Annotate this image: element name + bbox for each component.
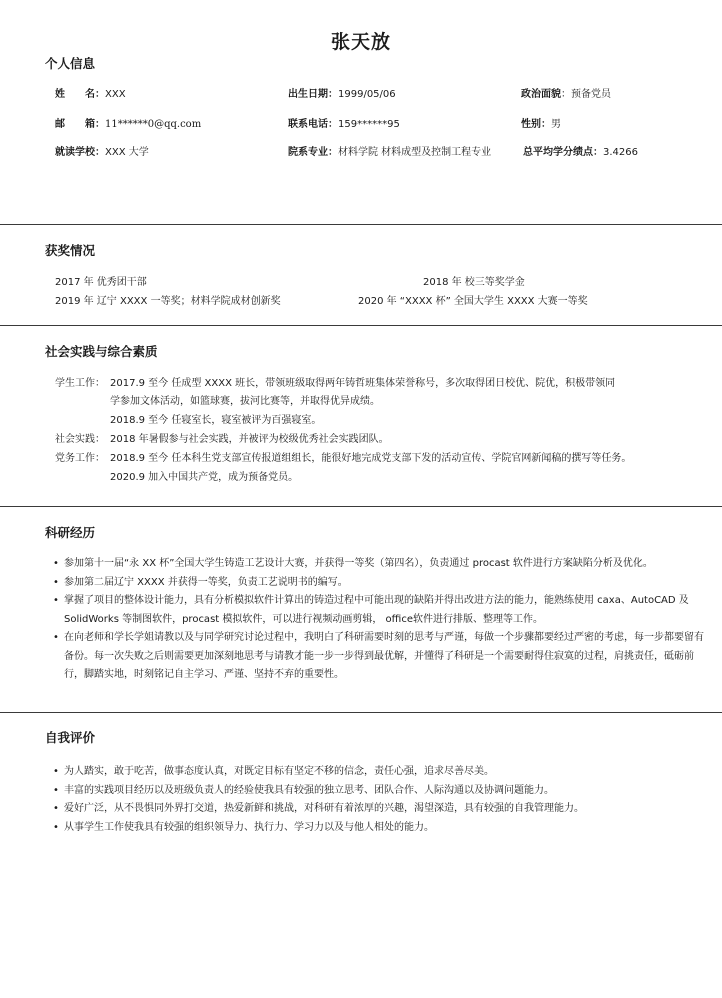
research-text: 参加第二届辽宁 XXXX 并获得一等奖，负责工艺说明书的编写。 <box>64 576 348 588</box>
practice-social-row <box>55 430 389 445</box>
bullet-icon: • <box>53 632 59 643</box>
party-work-label: 党务工作： <box>55 453 105 464</box>
research-text: 参加第十一届“永 XX 杯”全国大学生铸造工艺设计大赛，并获得一等奖（第四名），负责通过 procast 软件进行方案缺陷分析及优化。 <box>64 558 653 569</box>
birth-value: 1999/05/06 <box>338 89 396 100</box>
self-text: 丰富的实践项目经历以及班级负责人的经验使我具有较强的独立思考、团队合作、人际沟通以及协调问题能力。 <box>64 784 554 796</box>
self-text: 为人踏实，敢于吃苦，做事态度认真，对既定目标有坚定不移的信念，责任心强，追求尽善尽美。 <box>64 766 494 777</box>
award-item: 2020 年 “XXXX 杯” 全国大学生 XXXX 大赛一等奖 <box>358 296 588 307</box>
name-label: 姓 名： <box>55 89 105 100</box>
info-email <box>55 115 201 130</box>
gender-label: 性别： <box>521 119 551 130</box>
section-title-self: 自我评价 <box>45 730 96 745</box>
section-title-awards: 获奖情况 <box>45 243 96 258</box>
award-item: 2019 年 辽宁 XXXX 一等奖；材料学院成材创新奖 <box>55 296 281 307</box>
student-work-label: 学生工作： <box>55 378 105 389</box>
bullet-icon: • <box>53 576 59 588</box>
gpa-value: 3.4266 <box>603 147 638 158</box>
award-item: 2017 年 优秀团干部 <box>55 277 147 288</box>
section-title-practice: 社会实践与综合素质 <box>45 344 158 359</box>
research-text: 在向老师和学长学姐请教以及与同学研究讨论过程中，我明白了科研需要时刻的思考与严谨，每做一个步骤都要经过严密的考虑，每一步都要留有备份。每一次失败之后则需要更加深刻地思考与请教才能一步一步得到最优解，并懂得了科研是一个需要耐得住寂寞的过程，肩挑责任，砥砺前行，脚踏实地，时刻铭记自主学习、严谨、坚持不弃的重要性。 <box>64 632 704 680</box>
political-label: 政治面貌 <box>521 89 561 100</box>
research-list <box>53 555 713 685</box>
section-title-personal: 个人信息 <box>45 56 96 71</box>
bullet-icon: • <box>53 766 59 777</box>
list-item <box>53 800 713 819</box>
school-value: XXX 大学 <box>105 147 149 158</box>
info-gpa <box>523 143 638 158</box>
practice-text: 2018.9 至今 任本科生党支部宣传报道组组长，能很好地完成党支部下发的活动宣传、学院官网新闻稿的撰写等任务。 <box>110 453 632 464</box>
list-item <box>53 629 713 685</box>
page-title: 张天放 <box>330 31 391 53</box>
research-text: 掌握了项目的整体设计能力，具有分析模拟软件计算出的铸造过程中可能出现的缺陷并得出改进方法的能力，能熟练使用 caxa、AutoCAD 及 SolidWorks 等制图软件，procast 模拟软件，可以进行视频动画剪辑， office软件进行排版、整理等工作。 <box>64 595 689 625</box>
list-item <box>53 819 713 838</box>
info-political <box>521 85 611 100</box>
bullet-icon: • <box>53 595 59 606</box>
bullet-icon: • <box>53 803 59 814</box>
practice-text: 2018 年暑假参与社会实践，并被评为校级优秀社会实践团队。 <box>110 434 389 445</box>
divider <box>0 224 722 225</box>
info-major <box>288 143 491 158</box>
list-item <box>53 782 713 801</box>
bullet-icon: • <box>53 784 59 796</box>
major-label: 院系专业： <box>288 147 338 158</box>
practice-text: 2020.9 加入中国共产党，成为预备党员。 <box>110 472 299 483</box>
bullet-icon: • <box>53 821 59 833</box>
divider <box>0 712 722 713</box>
email-value: 11******0@qq.com <box>105 119 202 130</box>
bullet-icon: • <box>53 558 59 569</box>
self-evaluation-list <box>53 763 713 837</box>
list-item <box>53 574 713 593</box>
gpa-label: 总平均学分绩点： <box>523 147 603 158</box>
email-label: 邮 箱： <box>55 119 105 130</box>
practice-text: 学参加文体活动，如篮球赛，拔河比赛等，并取得优异成绩。 <box>110 396 380 407</box>
section-title-research: 科研经历 <box>45 525 96 540</box>
self-text: 从事学生工作使我具有较强的组织领导力、执行力、学习力以及与他人相处的能力。 <box>64 821 434 833</box>
major-value: 材料学院 材料成型及控制工程专业 <box>338 147 492 158</box>
list-item <box>53 763 713 782</box>
info-school <box>55 143 149 158</box>
info-name <box>55 85 126 100</box>
divider <box>0 506 722 507</box>
birth-label: 出生日期： <box>288 89 338 100</box>
phone-value: 159******95 <box>338 119 400 130</box>
divider <box>0 325 722 326</box>
practice-student-row <box>55 374 615 389</box>
practice-party-row <box>55 449 631 464</box>
info-gender <box>521 115 561 130</box>
award-item: 2018 年 校三等奖学金 <box>423 277 525 288</box>
phone-label: 联系电话： <box>288 119 338 130</box>
self-text: 爱好广泛，从不畏惧同外界打交道，热爱新鲜和挑战，对科研有着浓厚的兴趣，渴望深造，具有较强的自我管理能力。 <box>64 803 584 814</box>
info-phone <box>288 115 400 130</box>
political-value: ：预备党员 <box>561 89 611 100</box>
practice-text: 2018.9 至今 任寝室长，寝室被评为百强寝室。 <box>110 415 322 426</box>
social-practice-label: 社会实践： <box>55 434 105 445</box>
gender-value: 男 <box>551 119 561 130</box>
info-birth <box>288 85 396 100</box>
school-label: 就读学校： <box>55 147 105 158</box>
list-item <box>53 555 713 574</box>
list-item <box>53 592 713 629</box>
practice-text: 2017.9 至今 任成型 XXXX 班长，带领班级取得两年铸哲班集体荣誉称号，多次取得团日校优、院优，积极带领同 <box>110 378 616 389</box>
name-value: XXX <box>105 89 126 100</box>
